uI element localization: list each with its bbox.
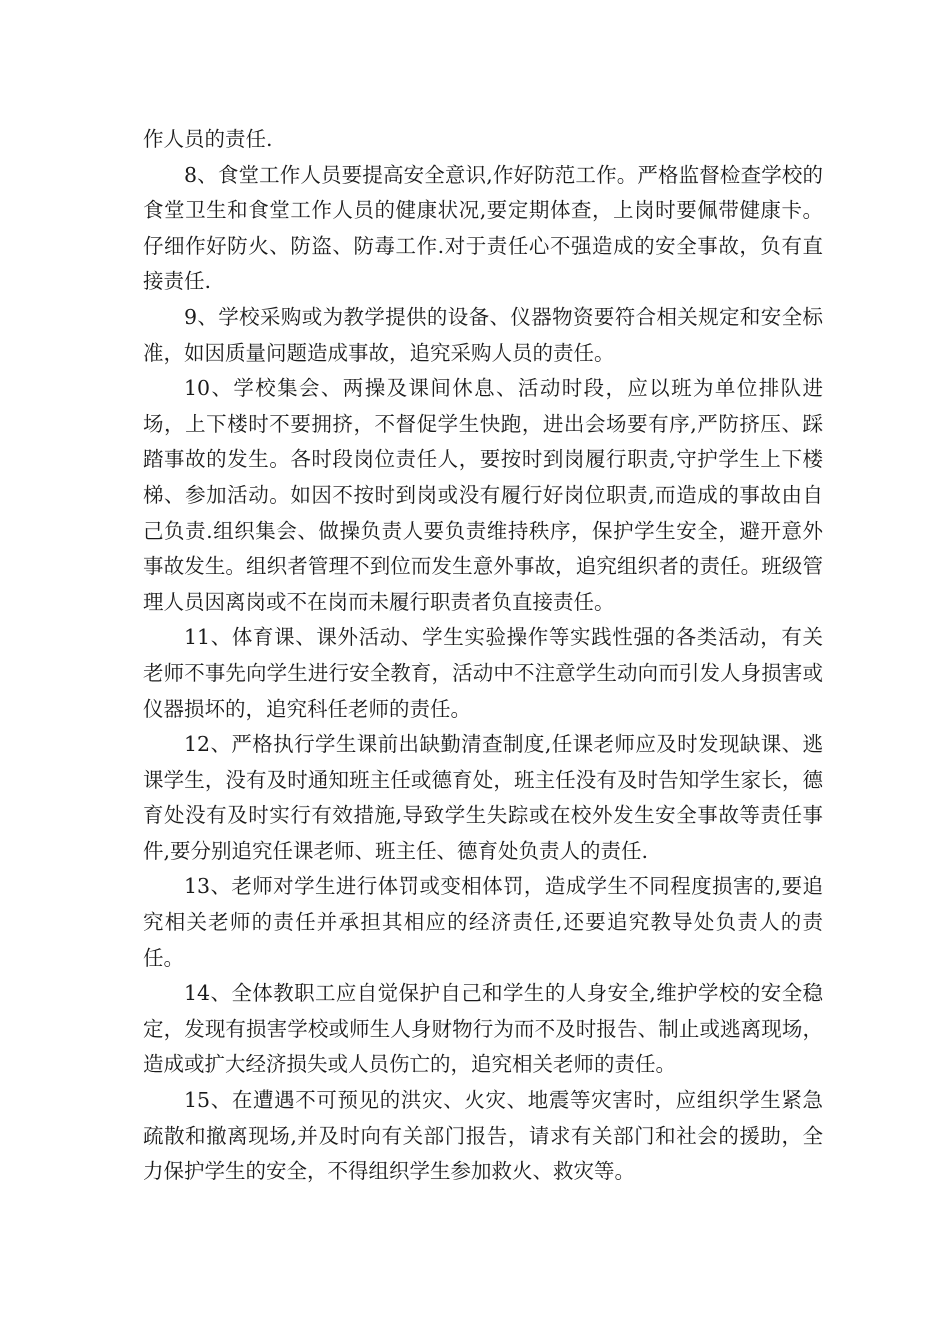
document-page — [143, 122, 823, 1190]
paragraph-continuation: 作人员的责任. — [143, 127, 273, 151]
paragraph-item-13: 13、老师对学生进行体罚或变相体罚，造成学生不同程度损害的,要追究相关老师的责任并承担其相应的经济责任,还要追究教导处负责人的责任。 — [143, 874, 823, 970]
paragraph-item-9: 9、学校采购或为教学提供的设备、仪器物资要符合相关规定和安全标准，如因质量问题造成事故，追究采购人员的责任。 — [143, 304, 823, 365]
paragraph-item-8: 8、食堂工作人员要提高安全意识,作好防范工作。严格监督检查学校的食堂卫生和食堂工作人员的健康状况,要定期体查，上岗时要佩带健康卡。仔细作好防火、防盗、防毒工作.对于责任心不强造成的安全事故，负有直接责任. — [143, 162, 823, 294]
paragraph-item-15: 15、在遭遇不可预见的洪灾、火灾、地震等灾害时，应组织学生紧急疏散和撤离现场,并及时向有关部门报告，请求有关部门和社会的援助，全力保护学生的安全，不得组织学生参加救火、救灾等。 — [143, 1088, 823, 1184]
paragraph-item-14: 14、全体教职工应自觉保护自己和学生的人身安全,维护学校的安全稳定，发现有损害学校或师生人身财物行为而不及时报告、制止或逃离现场，造成或扩大经济损失或人员伤亡的，追究相关老师的责任。 — [143, 981, 823, 1077]
paragraph-item-10: 10、学校集会、两操及课间休息、活动时段，应以班为单位排队进场，上下楼时不要拥挤，不督促学生快跑，进出会场要有序,严防挤压、踩踏事故的发生。各时段岗位责任人，要按时到岗履行职责,守护学生上下楼梯、参加活动。如因不按时到岗或没有履行好岗位职责,而造成的事故由自己负责.组织集会、做操负责人要负责维持秩序，保护学生安全，避开意外事故发生。组织者管理不到位而发生意外事故，追究组织者的责任。班级管理人员因离岗或不在岗而未履行职责者负直接责任。 — [143, 376, 823, 614]
paragraph-item-12: 12、严格执行学生课前出缺勤清查制度,任课老师应及时发现缺课、逃课学生，没有及时通知班主任或德育处，班主任没有及时告知学生家长，德育处没有及时实行有效措施,导致学生失踪或在校外发生安全事故等责任事件,要分别追究任课老师、班主任、德育处负责人的责任. — [143, 732, 823, 863]
paragraph-item-11: 11、体育课、课外活动、学生实验操作等实践性强的各类活动，有关老师不事先向学生进行安全教育，活动中不注意学生动向而引发人身损害或仪器损坏的，追究科任老师的责任。 — [143, 625, 823, 721]
